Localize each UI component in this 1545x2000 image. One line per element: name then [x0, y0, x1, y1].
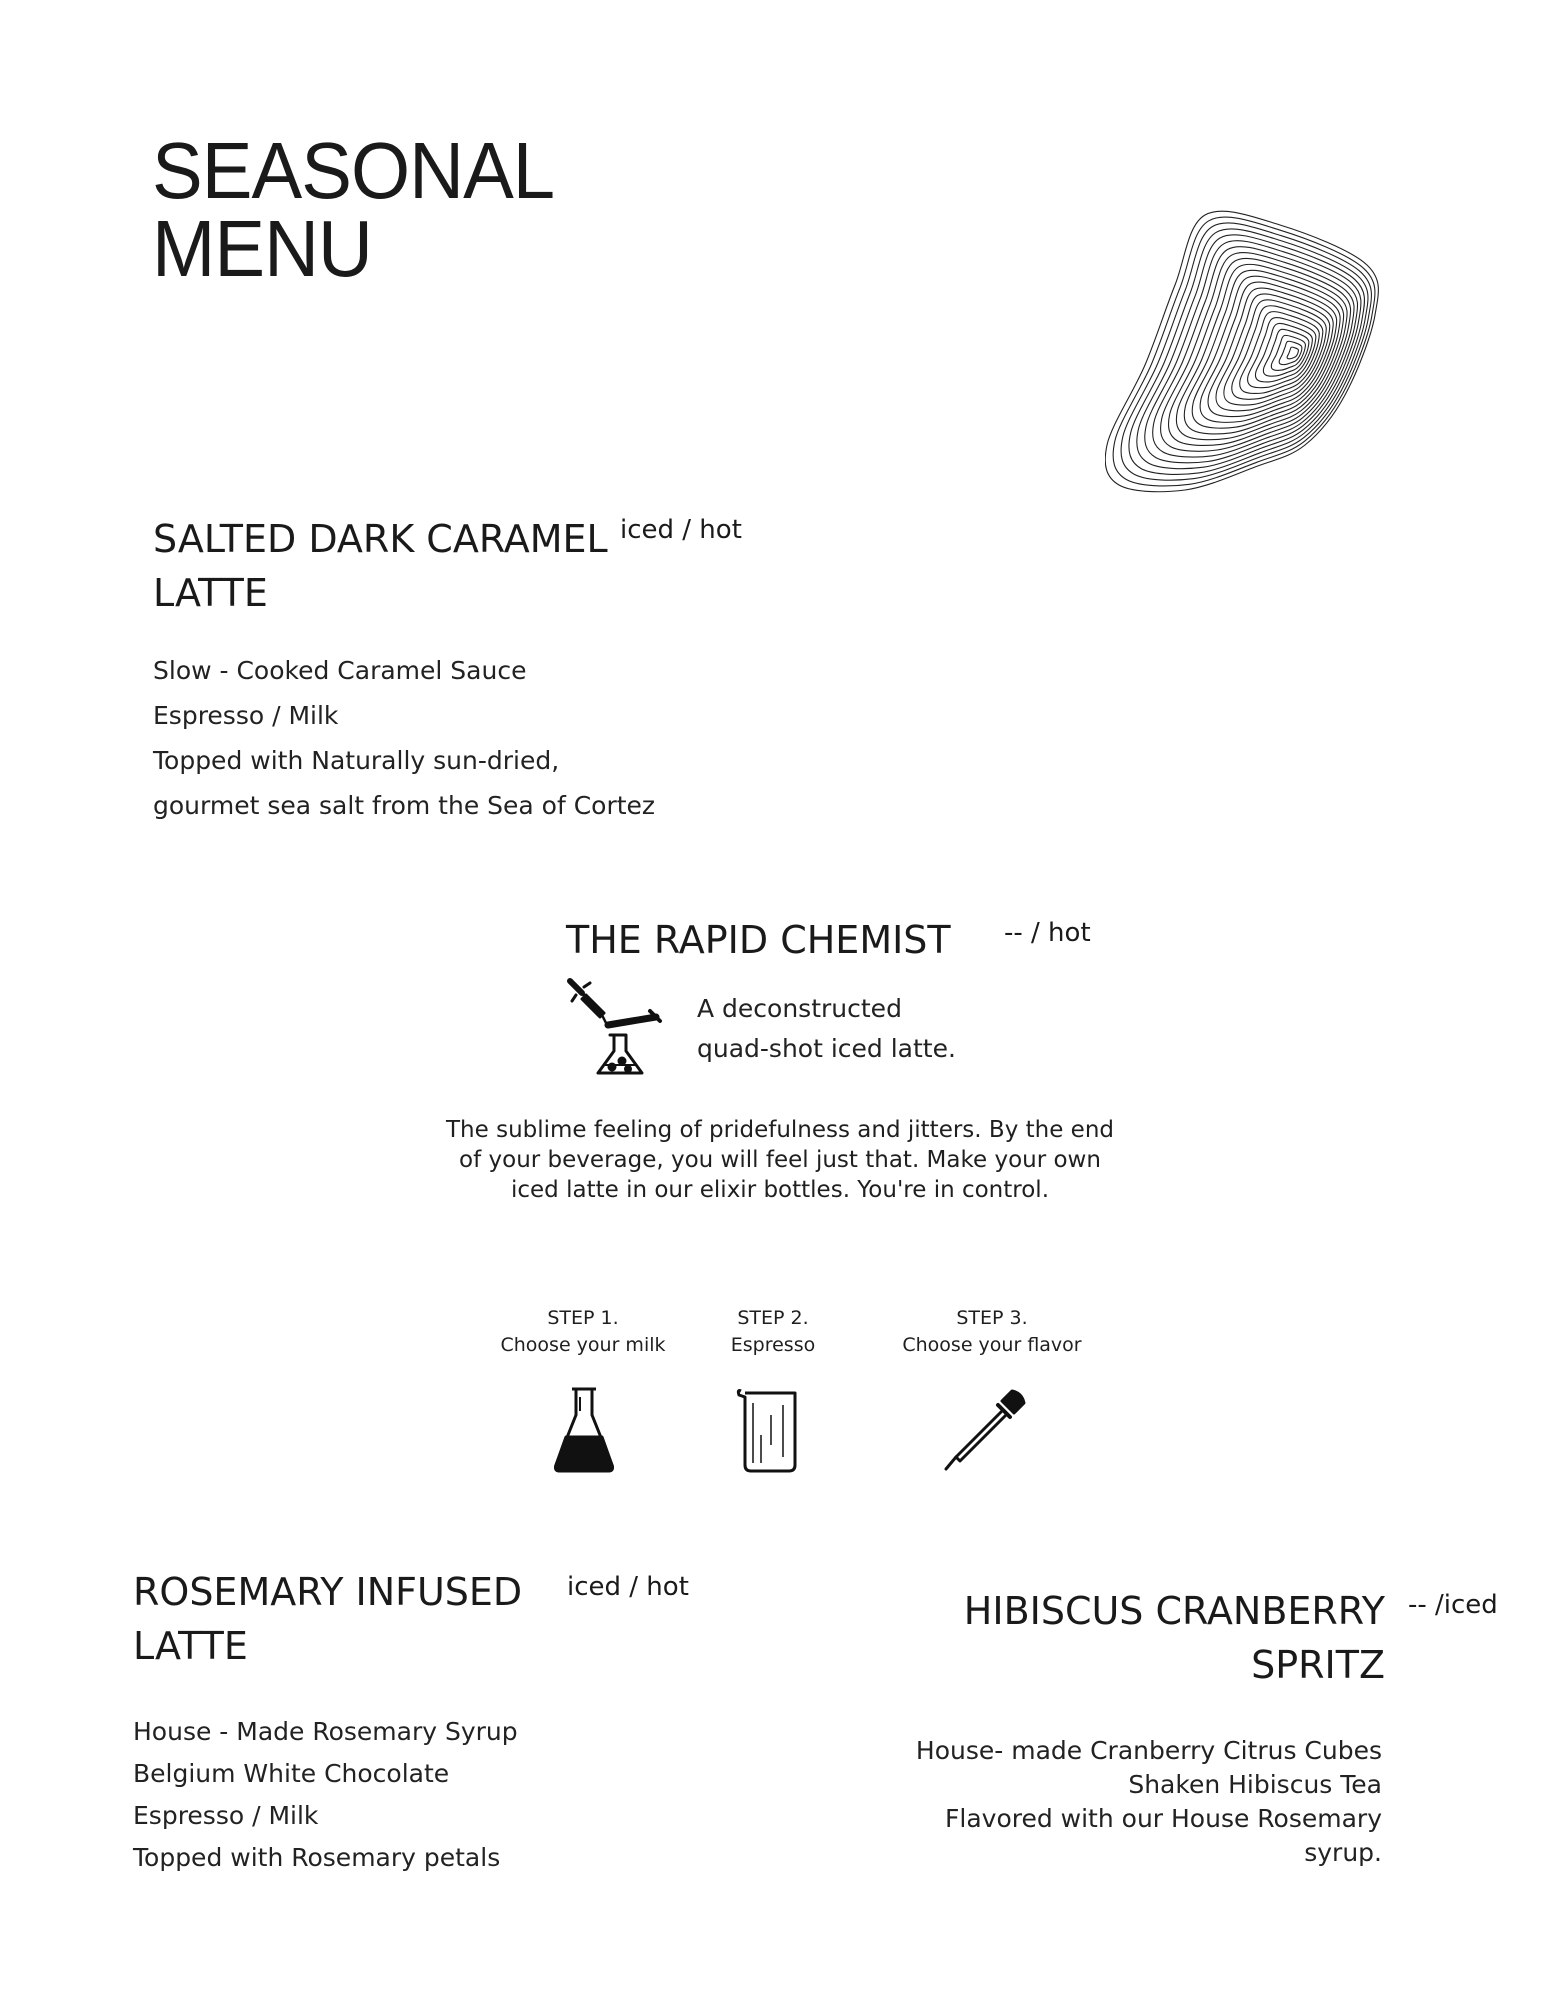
- salted-caramel-title-line2: LATTE: [153, 571, 268, 615]
- desc-line: Espresso / Milk: [133, 1801, 319, 1830]
- desc-line: Belgium White Chocolate: [133, 1759, 450, 1788]
- dropper-icon: [940, 1385, 1030, 1475]
- desc-line: Espresso / Milk: [153, 701, 339, 730]
- tagline-line1: A deconstructed: [697, 994, 902, 1023]
- desc-line: Topped with Rosemary petals: [133, 1843, 501, 1872]
- rapid-chemist-temp: -- / hot: [1004, 918, 1091, 948]
- page-title-line1: SEASONAL: [152, 126, 555, 215]
- desc-line: Flavored with our House Rosemary: [945, 1804, 1382, 1833]
- rosemary-temp: iced / hot: [567, 1572, 689, 1602]
- hibiscus-desc: [916, 1734, 1382, 1870]
- contour-ring: [1279, 341, 1302, 364]
- salted-caramel-title: [153, 512, 608, 620]
- tagline-line2: quad-shot iced latte.: [697, 1034, 956, 1063]
- salted-caramel-temp: iced / hot: [620, 515, 742, 545]
- contour-ring: [1200, 282, 1337, 422]
- step-3-text: Choose your flavor: [902, 1334, 1082, 1356]
- desc-line: Shaken Hibiscus Tea: [1128, 1770, 1382, 1799]
- step-3: [882, 1305, 1102, 1359]
- rapid-chemist-blurb: [420, 1115, 1140, 1205]
- salted-caramel-desc: [153, 648, 655, 828]
- desc-line: Topped with Naturally sun-dried,: [153, 746, 560, 775]
- rosemary-title-line1: ROSEMARY INFUSED: [133, 1570, 523, 1614]
- hibiscus-temp: -- /iced: [1408, 1590, 1498, 1620]
- step-2: [663, 1305, 883, 1359]
- rosemary-desc: [133, 1711, 518, 1879]
- rapid-chemist-tagline: [697, 989, 956, 1069]
- contour-ring: [1287, 347, 1298, 359]
- dropper-flask-icon: [564, 975, 674, 1080]
- blurb-line: The sublime feeling of pridefulness and jitters. By the end: [446, 1117, 1114, 1143]
- step-2-label: STEP 2.: [737, 1307, 809, 1329]
- page-title-line2: MENU: [152, 204, 372, 293]
- salted-caramel-section: [153, 512, 608, 620]
- flask-icon: [550, 1385, 620, 1475]
- hibiscus-title: [964, 1584, 1385, 1692]
- step-2-text: Espresso: [730, 1334, 816, 1356]
- blurb-line: iced latte in our elixir bottles. You're in control.: [510, 1177, 1050, 1203]
- desc-line: House - Made Rosemary Syrup: [133, 1717, 518, 1746]
- hibiscus-title-line1: HIBISCUS CRANBERRY: [963, 1589, 1385, 1633]
- step-1-label: STEP 1.: [547, 1307, 619, 1329]
- desc-line: gourmet sea salt from the Sea of Cortez: [153, 791, 656, 820]
- beaker-icon: [735, 1385, 805, 1475]
- page-title: [152, 126, 575, 293]
- step-1-text: Choose your milk: [500, 1334, 666, 1356]
- step-3-label: STEP 3.: [956, 1307, 1028, 1329]
- hibiscus-title-line2: SPRITZ: [1251, 1643, 1385, 1687]
- contour-ring: [1105, 211, 1378, 492]
- desc-line: Slow - Cooked Caramel Sauce: [153, 656, 527, 685]
- rosemary-title: [133, 1565, 522, 1673]
- blurb-line: of your beverage, you will feel just that. Make your own: [459, 1147, 1101, 1173]
- contour-blob-icon: [1105, 205, 1385, 505]
- salted-caramel-title-line1: SALTED DARK CARAMEL: [153, 517, 608, 561]
- desc-line: syrup.: [1304, 1838, 1382, 1867]
- rosemary-title-line2: LATTE: [133, 1624, 248, 1668]
- rapid-chemist-title: THE RAPID CHEMIST: [566, 918, 951, 962]
- step-1: [473, 1305, 693, 1359]
- desc-line: House- made Cranberry Citrus Cubes: [915, 1736, 1382, 1765]
